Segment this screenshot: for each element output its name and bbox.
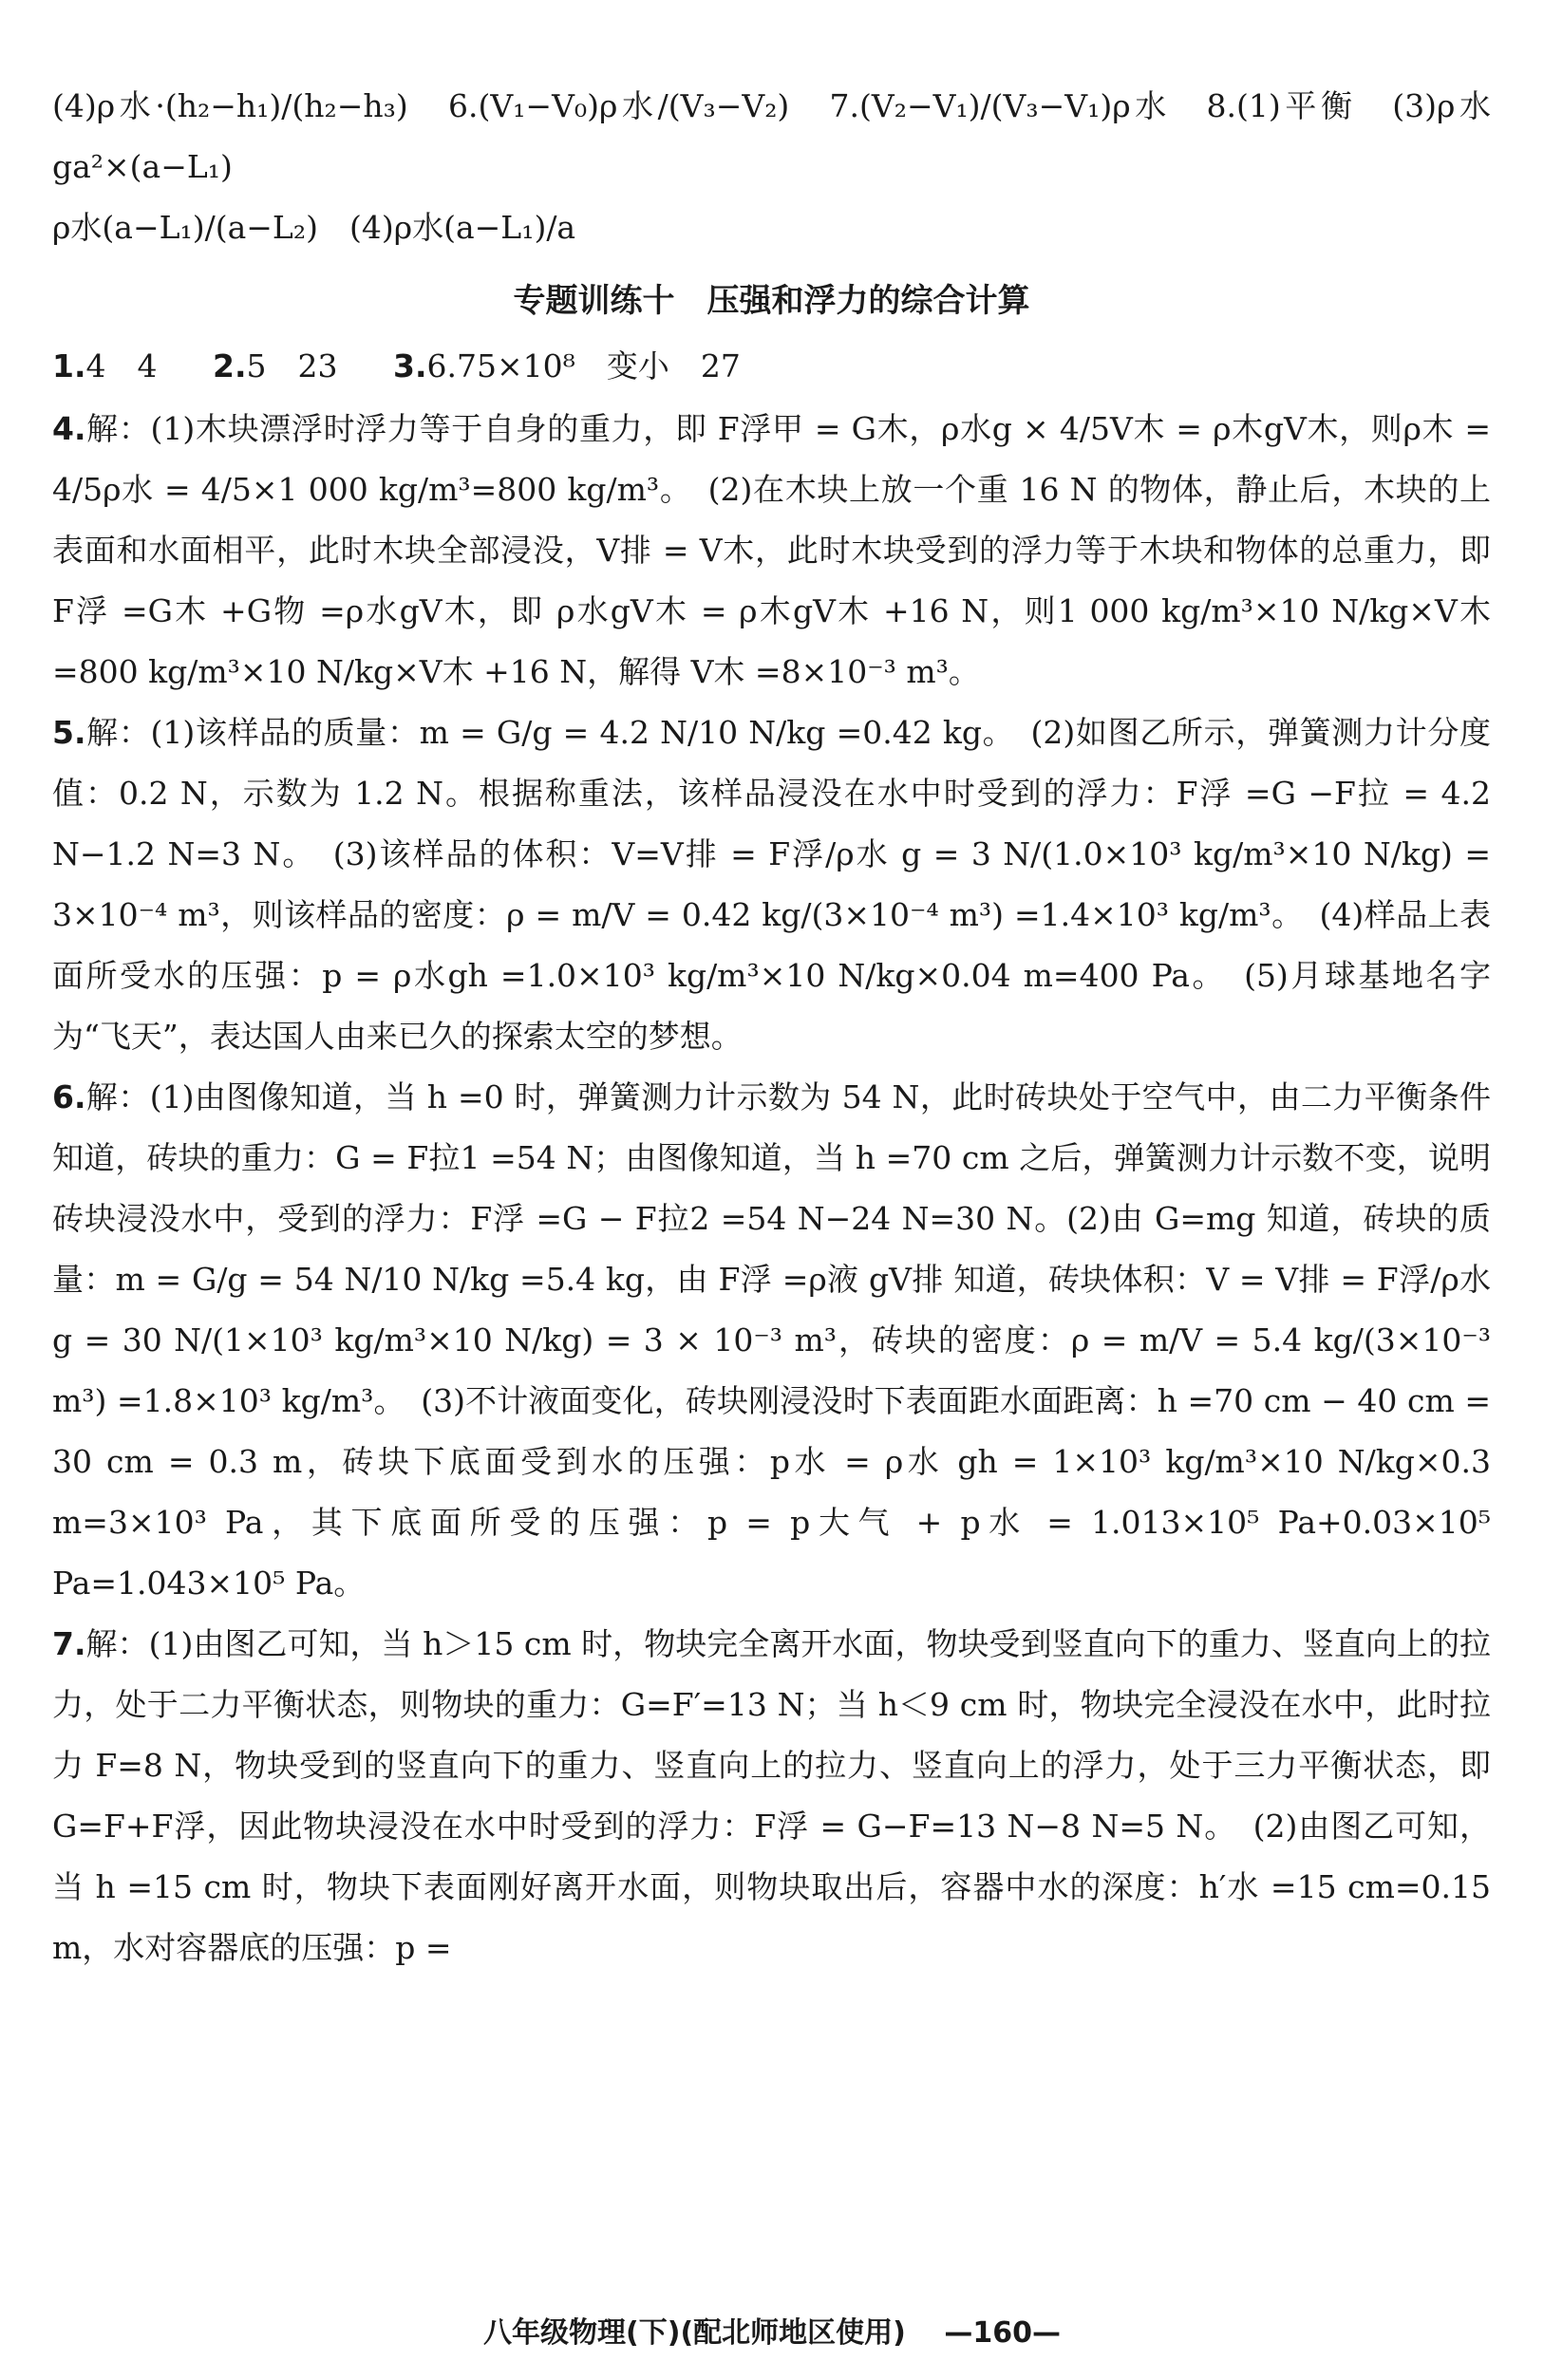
solution-5: 5.解：(1)该样品的质量：m = G/g = 4.2 N/10 N/kg =0.42 kg。 (2)如图乙所示，弹簧测力计分度值：0.2 N，示数为 1.2 N。根据称重法，该样品浸没在水中时受到的浮力：F浮 =G −F拉 = 4.2 N−1.2 N=3 N。 (3)该样品的体积：V=V排 = F浮/ρ水 g = 3 N/(1.0×10³ kg/m³×10 N/kg) = 3×10⁻⁴ m³，则该样品的密度：ρ = m/V = 0.42 kg/(3×10⁻⁴ m³) =1.4×10³ kg/m³。 (4)样品上表面所受水的压强：p = ρ水gh =1.0×10³ kg/m³×10 N/kg×0.04 m=400 Pa。 (5)月球基地名字为“飞天”，表达国人由来已久的探索太空的梦想。 <box>52 714 1491 1055</box>
prev-answers-line-1: (4)ρ水·(h₂−h₁)/(h₂−h₃) 6.(V₁−V₀)ρ水/(V₃−V₂) 7.(V₂−V₁)/(V₃−V₁)ρ水 8.(1)平衡 (3)ρ水 ga²×(a−L₁) <box>52 87 1491 185</box>
solution-7: 7.解：(1)由图乙可知，当 h＞15 cm 时，物块完全离开水面，物块受到竖直向下的重力、竖直向上的拉力，处于二力平衡状态，则物块的重力：G=F′=13 N；当 h＜9 cm 时，物块完全浸没在水中，此时拉力 F=8 N，物块受到的竖直向下的重力、竖直向上的拉力、竖直向上的浮力，处于三力平衡状态，即 G=F+F浮，因此物块浸没在水中时受到的浮力：F浮 = G−F=13 N−8 N=5 N。 (2)由图乙可知，当 h =15 cm 时，物块下表面刚好离开水面，则物块取出后，容器中水的深度：h′水 =15 cm=0.15 m，水对容器底的压强：p = <box>52 1625 1491 1966</box>
page-number: —160— <box>944 2316 1061 2350</box>
page-content <box>52 76 1491 2288</box>
prev-answers-line-2: ρ水(a−L₁)/(a−L₂) (4)ρ水(a−L₁)/a <box>52 209 576 246</box>
section-title: 专题训练十 压强和浮力的综合计算 <box>513 282 1030 320</box>
answer-3: 3.6.75×10⁸ 变小 27 <box>393 347 741 384</box>
page-footer <box>0 2309 1544 2351</box>
answer-1: 1.4 4 <box>52 347 158 384</box>
solution-4: 4.解：(1)木块漂浮时浮力等于自身的重力，即 F浮甲 = G木，ρ水g × 4/5V木 = ρ木gV木，则ρ木 = 4/5ρ水 = 4/5×1 000 kg/m³=800 kg/m³。 (2)在木块上放一个重 16 N 的物体，静止后，木块的上表面和水面相平，此时木块全部浸没，V排 = V木，此时木块受到的浮力等于木块和物体的总重力，即 F浮 =G木 +G物 =ρ水gV木，即 ρ水gV木 = ρ木gV木 +16 N，则1 000 kg/m³×10 N/kg×V木 =800 kg/m³×10 N/kg×V木 +16 N，解得 V木 =8×10⁻³ m³。 <box>52 410 1491 690</box>
short-answers <box>52 338 1491 395</box>
solution-6: 6.解：(1)由图像知道，当 h =0 时，弹簧测力计示数为 54 N，此时砖块处于空气中，由二力平衡条件知道，砖块的重力：G = F拉1 =54 N；由图像知道，当 h =70 cm 之后，弹簧测力计示数不变，说明砖块浸没水中，受到的浮力：F浮 =G − F拉2 =54 N−24 N=30 N。(2)由 G=mg 知道，砖块的质量：m = G/g = 54 N/10 N/kg =5.4 kg，由 F浮 =ρ液 gV排 知道，砖块体积：V = V排 = F浮/ρ水 g = 30 N/(1×10³ kg/m³×10 N/kg) = 3 × 10⁻³ m³，砖块的密度：ρ = m/V = 5.4 kg/(3×10⁻³ m³) =1.8×10³ kg/m³。 (3)不计液面变化，砖块刚浸没时下表面距水面距离：h =70 cm − 40 cm = 30 cm = 0.3 m，砖块下底面受到水的压强：p水 = ρ水 gh = 1×10³ kg/m³×10 N/kg×0.3 m=3×10³ Pa，其下底面所受的压强：p = p大气 + p水 = 1.013×10⁵ Pa+0.03×10⁵ Pa=1.043×10⁵ Pa。 <box>52 1078 1491 1602</box>
book-title: 八年级物理(下)(配北师地区使用) <box>483 2316 906 2350</box>
answer-2: 2.5 23 <box>213 347 338 384</box>
